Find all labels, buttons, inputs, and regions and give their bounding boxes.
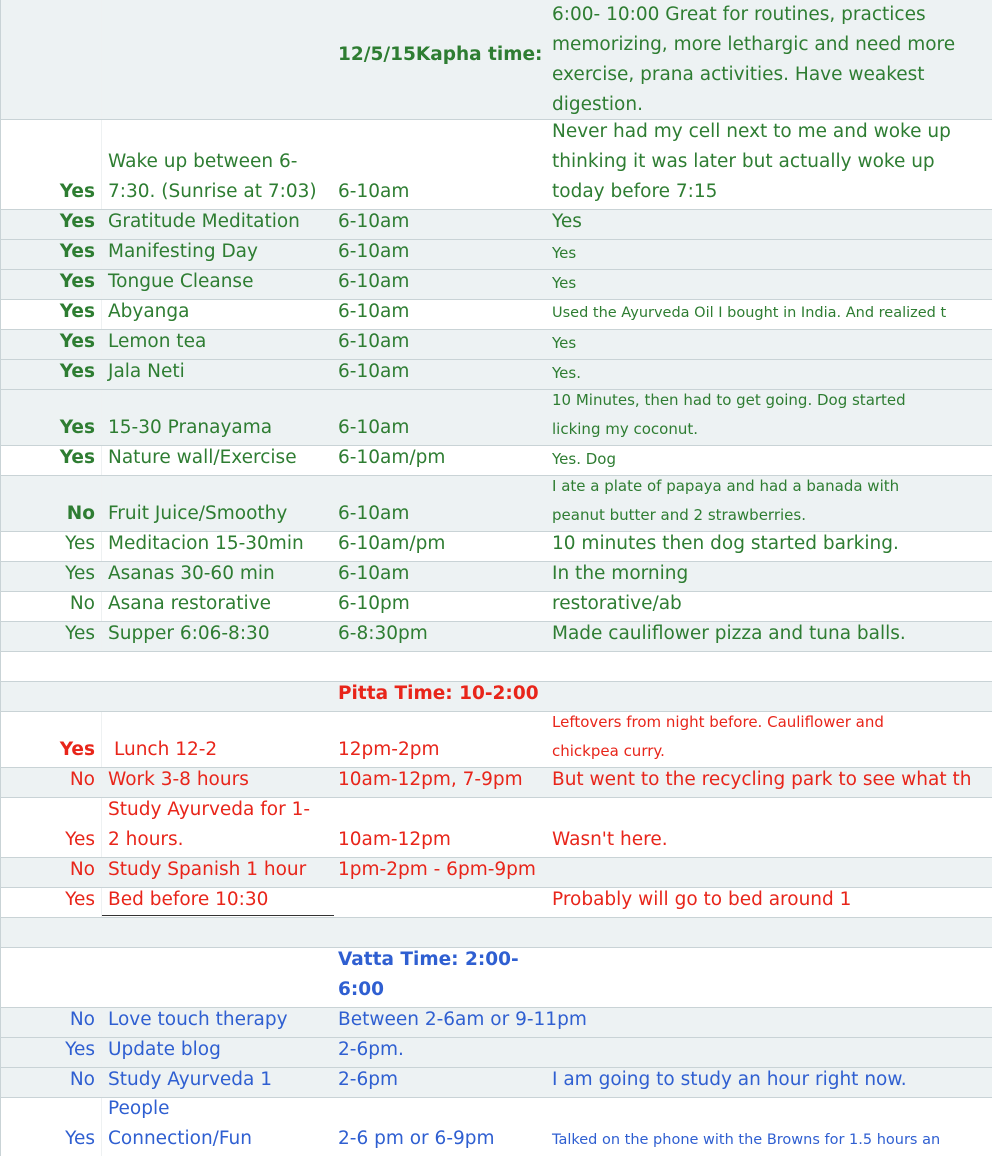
kapha-date-label: 12/5/15Kapha time:: [338, 44, 543, 65]
note-text: 10 minutes then dog started barking.: [552, 533, 899, 554]
time-window: 10am-12pm, 7-9pm: [338, 769, 523, 790]
note-text: Used the Ayurveda Oil I bought in India. And realized t: [552, 304, 947, 321]
status-value: Yes: [65, 1128, 95, 1149]
note-text: Yes: [552, 333, 577, 352]
kapha-description-line: digestion.: [552, 94, 643, 115]
time-window: 6-10am: [338, 503, 410, 524]
table-row[interactable]: [0, 768, 992, 798]
status-value: Yes: [65, 829, 95, 850]
time-window: 2-6 pm or 6-9pm: [338, 1128, 495, 1149]
task-name: Update blog: [108, 1039, 221, 1060]
status-value: Yes: [59, 241, 95, 262]
time-window: 6-10am: [338, 301, 410, 322]
kapha-description-line: memorizing, more lethargic and need more: [552, 34, 956, 55]
task-name: Work 3-8 hours: [108, 769, 249, 790]
note-text: I ate a plate of papaya and had a banada with peanut butter and 2 strawberries.: [552, 477, 900, 524]
time-window: 2-6pm: [338, 1069, 398, 1090]
note-text: Probably will go to bed around 1: [552, 889, 852, 910]
status-value: Yes: [59, 211, 95, 232]
table-row[interactable]: [0, 240, 992, 270]
note-text: Made cauliflower pizza and tuna balls.: [552, 623, 906, 644]
task-name: Asana restorative: [108, 593, 272, 614]
status-value: Yes: [59, 331, 95, 352]
pitta-header: Pitta Time: 10-2:00: [338, 683, 539, 704]
task-name: Manifesting Day: [108, 241, 258, 262]
note-text: Yes: [552, 211, 582, 232]
kapha-description-line: 6:00- 10:00 Great for routines, practices: [552, 4, 926, 25]
status-value: Yes: [65, 623, 95, 644]
status-value: Yes: [59, 417, 95, 438]
status-value: No: [69, 1009, 95, 1030]
status-value: Yes: [59, 271, 95, 292]
task-name: Supper 6:06-8:30: [108, 623, 270, 644]
time-window: 10am-12pm: [338, 829, 451, 850]
note-text: I am going to study an hour right now.: [552, 1069, 907, 1090]
task-name: Asanas 30-60 min: [108, 563, 275, 584]
task-name: Jala Neti: [108, 361, 185, 382]
time-window: 6-10am: [338, 563, 410, 584]
table-row[interactable]: [0, 1008, 992, 1038]
vatta-header-row[interactable]: [0, 948, 992, 1008]
time-window: 6-10am: [338, 241, 410, 262]
table-row[interactable]: [0, 622, 992, 652]
status-cell[interactable]: [0, 0, 102, 119]
table-row[interactable]: [0, 390, 992, 446]
time-window: 6-10am: [338, 331, 410, 352]
task-name: Tongue Cleanse: [108, 271, 254, 292]
note-text: Wasn't here.: [552, 829, 668, 850]
task-name: Love touch therapy: [108, 1009, 288, 1030]
time-window: 6-10am: [338, 361, 410, 382]
task-name: Lemon tea: [108, 331, 207, 352]
table-row[interactable]: [0, 210, 992, 240]
time-window: 6-10am: [338, 271, 410, 292]
note-text: But went to the recycling park to see what th: [552, 769, 972, 790]
table-row[interactable]: [0, 300, 992, 330]
task-name: Bed before 10:30: [108, 889, 269, 910]
note-text: Yes: [552, 273, 577, 292]
kapha-description-line: exercise, prana activities. Have weakest: [552, 64, 925, 85]
sheet-left-border: [0, 0, 1, 1156]
table-row[interactable]: [0, 1038, 992, 1068]
time-window: 6-10pm: [338, 593, 410, 614]
time-window: 6-10am: [338, 211, 410, 232]
time-window: 6-8:30pm: [338, 623, 428, 644]
status-value: Yes: [65, 533, 95, 554]
note-text: Leftovers from night before. Cauliflower and chickpea curry.: [552, 713, 884, 760]
task-name: Meditacion 15-30min: [108, 533, 304, 554]
note-text: Yes: [552, 243, 577, 262]
time-window: 2-6pm.: [338, 1039, 404, 1060]
task-name: Abyanga: [108, 301, 190, 322]
task-name: Study Spanish 1 hour: [108, 859, 307, 880]
task-name: Lunch 12-2: [114, 739, 218, 760]
status-value: Yes: [59, 739, 95, 760]
status-value: Yes: [59, 301, 95, 322]
status-value: No: [69, 859, 95, 880]
status-value: No: [69, 1069, 95, 1090]
table-row[interactable]: [0, 712, 992, 768]
status-value: Yes: [65, 563, 95, 584]
time-window: 12pm-2pm: [338, 739, 440, 760]
status-value: Yes: [65, 889, 95, 910]
task-name: Gratitude Meditation: [108, 211, 300, 232]
task-cell[interactable]: [102, 0, 334, 119]
time-window: 6-10am: [338, 181, 410, 202]
task-name: People Connection/Fun: [108, 1098, 252, 1149]
task-name: Wake up between 6- 7:30. (Sunrise at 7:03): [108, 151, 317, 202]
time-window: 6-10am/pm: [338, 447, 446, 468]
time-window: 6-10am/pm: [338, 533, 446, 554]
pitta-header-row[interactable]: [0, 682, 992, 712]
table-row[interactable]: [0, 592, 992, 622]
task-name: Nature wall/Exercise: [108, 447, 297, 468]
table-row[interactable]: [0, 888, 992, 918]
task-name: Study Ayurveda 1: [108, 1069, 273, 1090]
time-window: Between 2-6am or 9-11pm: [338, 1009, 587, 1030]
time-window: 6-10am: [338, 417, 410, 438]
note-text: Talked on the phone with the Browns for 1.5 hours an: [552, 1131, 941, 1148]
table-row[interactable]: [0, 360, 992, 390]
time-window: 1pm-2pm - 6pm-9pm: [338, 859, 536, 880]
note-text: In the morning: [552, 563, 689, 584]
vatta-header: Vatta Time: 2:00- 6:00: [338, 949, 519, 1000]
status-value: Yes: [59, 447, 95, 468]
table-row[interactable]: [0, 858, 992, 888]
status-value: Yes: [59, 181, 95, 202]
kapha-header-row[interactable]: [0, 0, 992, 120]
status-value: Yes: [59, 361, 95, 382]
table-row[interactable]: [0, 446, 992, 476]
table-row[interactable]: [0, 798, 992, 858]
task-name: 15-30 Pranayama: [108, 417, 273, 438]
status-value: No: [69, 769, 95, 790]
status-value: No: [66, 503, 95, 524]
note-text: Yes.: [552, 363, 581, 382]
kapha-description-cell[interactable]: [547, 0, 992, 119]
note-text: Yes. Dog: [552, 449, 616, 468]
task-name: Study Ayurveda for 1- 2 hours.: [108, 799, 311, 850]
table-row[interactable]: [0, 1098, 992, 1156]
note-text: 10 Minutes, then had to get going. Dog started licking my coconut.: [552, 391, 906, 438]
table-row[interactable]: [0, 330, 992, 360]
status-value: No: [69, 593, 95, 614]
task-name: Fruit Juice/Smoothy: [108, 503, 288, 524]
table-row[interactable]: [0, 562, 992, 592]
table-row[interactable]: [0, 270, 992, 300]
note-text: Never had my cell next to me and woke up thinking it was later but actually woke up today before 7:15: [552, 121, 951, 202]
table-row[interactable]: [0, 120, 992, 210]
status-value: Yes: [65, 1039, 95, 1060]
kapha-date-cell[interactable]: [334, 0, 547, 119]
empty-row[interactable]: [0, 652, 992, 682]
empty-row[interactable]: [0, 918, 992, 948]
note-text: restorative/ab: [552, 593, 682, 614]
table-row[interactable]: [0, 476, 992, 532]
table-row[interactable]: [0, 532, 992, 562]
cell-border: [102, 915, 334, 916]
